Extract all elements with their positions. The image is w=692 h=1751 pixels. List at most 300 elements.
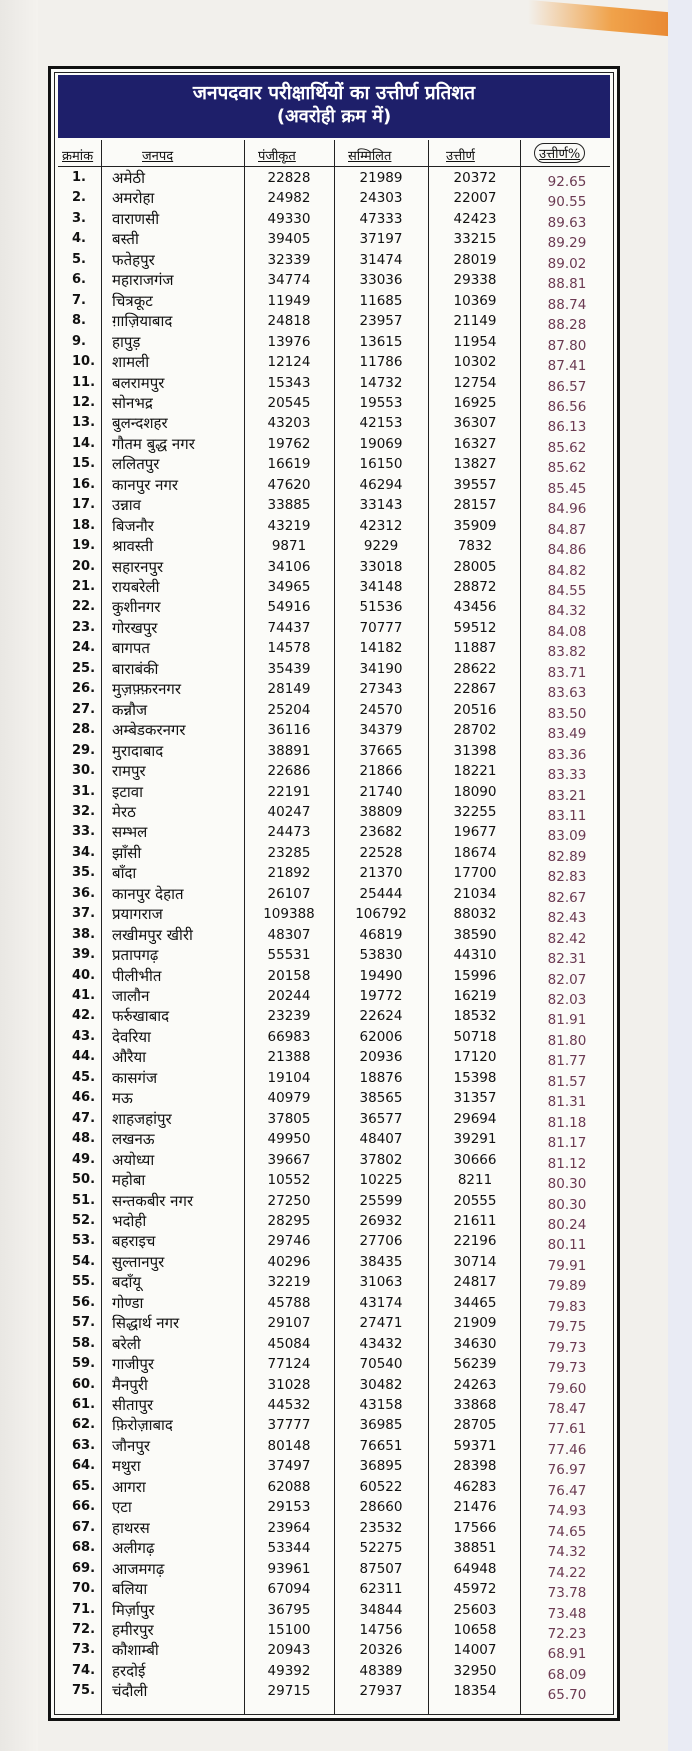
row-district: अयोध्या	[112, 1150, 155, 1169]
row-district: मेरठ	[112, 802, 136, 821]
row-percent: 68.09	[547, 1666, 587, 1683]
table-row	[58, 1456, 610, 1479]
row-percent: 81.31	[547, 1094, 587, 1111]
row-sn: 20.	[72, 558, 96, 574]
row-passed: 18090	[453, 783, 497, 800]
row-percent: 88.81	[547, 276, 587, 293]
row-district: कानपुर देहात	[112, 884, 184, 903]
row-sn: 8.	[72, 313, 86, 329]
row-district: गौतम बुद्ध नगर	[112, 434, 195, 453]
row-appeared: 11685	[359, 292, 403, 309]
row-sn: 12.	[72, 394, 96, 410]
header-appeared: सम्मिलित	[348, 149, 392, 164]
table-row	[58, 1129, 610, 1152]
row-registered: 19762	[267, 435, 311, 452]
row-passed: 31357	[453, 1090, 497, 1107]
row-passed: 28019	[453, 251, 497, 268]
row-passed: 24263	[453, 1376, 497, 1393]
row-sn: 31.	[72, 783, 96, 799]
row-appeared: 70777	[359, 619, 403, 636]
row-registered: 28149	[267, 681, 311, 698]
row-sn: 23.	[72, 619, 96, 635]
row-percent: 74.22	[547, 1564, 587, 1581]
row-passed: 18354	[453, 1683, 497, 1700]
row-percent: 83.09	[547, 828, 587, 845]
row-sn: 70.	[72, 1581, 96, 1597]
row-registered: 29715	[267, 1683, 311, 1700]
table-row	[58, 1518, 610, 1538]
row-registered: 25204	[267, 701, 311, 718]
table-row	[58, 1068, 610, 1088]
row-passed: 45972	[453, 1581, 497, 1598]
row-district: औरैया	[112, 1048, 147, 1067]
row-registered: 20244	[267, 988, 311, 1004]
table-row	[58, 700, 610, 720]
row-appeared: 16150	[359, 456, 403, 473]
row-percent: 82.07	[547, 971, 587, 988]
row-appeared: 38435	[359, 1253, 403, 1270]
row-appeared: 34844	[359, 1601, 403, 1618]
row-passed: 59512	[453, 619, 497, 636]
row-district: जौनपुर	[112, 1436, 150, 1455]
row-registered: 40247	[267, 803, 311, 820]
table-row	[58, 1293, 610, 1313]
table-row	[58, 1497, 610, 1520]
orange-decorative-strip	[528, 0, 668, 36]
row-passed: 39557	[453, 476, 497, 493]
row-passed: 11887	[453, 640, 497, 657]
row-appeared: 23682	[359, 824, 403, 841]
row-registered: 35439	[267, 660, 311, 677]
row-sn: 9.	[72, 333, 86, 349]
row-appeared: 27471	[359, 1315, 403, 1332]
table-row	[58, 454, 610, 477]
row-appeared: 14756	[359, 1621, 403, 1638]
row-appeared: 38565	[359, 1090, 403, 1107]
row-passed: 17700	[453, 865, 497, 882]
row-sn: 10.	[72, 354, 96, 370]
row-registered: 62088	[267, 1478, 311, 1495]
table-row	[58, 1191, 610, 1211]
row-percent: 86.57	[547, 378, 587, 395]
row-sn: 57.	[72, 1315, 96, 1331]
row-percent: 74.32	[547, 1544, 587, 1561]
row-district: हाथरस	[112, 1518, 150, 1537]
table-row	[58, 1211, 610, 1231]
row-registered: 39405	[267, 231, 311, 248]
row-passed: 15398	[453, 1069, 497, 1086]
row-sn: 66.	[72, 1499, 96, 1515]
table-row	[58, 1620, 610, 1640]
row-percent: 83.82	[547, 644, 587, 661]
table-row	[58, 782, 610, 802]
row-passed: 22196	[453, 1233, 497, 1250]
row-percent: 73.48	[547, 1605, 587, 1622]
row-sn: 68.	[72, 1540, 96, 1556]
row-passed: 34630	[453, 1335, 497, 1352]
row-sn: 16.	[72, 476, 96, 492]
row-percent: 87.41	[547, 358, 587, 375]
row-sn: 1.	[72, 170, 86, 185]
row-registered: 37805	[267, 1110, 311, 1127]
row-district: फर्रुखाबाद	[112, 1007, 170, 1026]
row-passed: 32255	[453, 803, 497, 820]
row-district: शाहजहांपुर	[112, 1109, 172, 1128]
row-registered: 45788	[267, 1294, 311, 1311]
row-registered: 26107	[267, 885, 311, 902]
row-district: बस्ती	[112, 230, 139, 249]
row-percent: 90.55	[547, 194, 587, 211]
table-row	[58, 1579, 610, 1602]
row-district: एटा	[112, 1498, 132, 1517]
row-passed: 21034	[453, 885, 497, 902]
row-registered: 40979	[267, 1090, 311, 1107]
row-percent: 81.77	[547, 1053, 587, 1070]
row-appeared: 20326	[359, 1642, 403, 1659]
table-title	[58, 75, 610, 138]
row-sn: 36.	[72, 885, 96, 901]
row-appeared: 34190	[359, 660, 403, 677]
row-registered: 40296	[267, 1253, 311, 1270]
row-sn: 58.	[72, 1335, 96, 1351]
table-row	[58, 188, 610, 211]
row-passed: 22007	[453, 190, 497, 207]
row-percent: 82.31	[547, 951, 587, 968]
table-row	[58, 1252, 610, 1272]
row-sn: 74.	[72, 1662, 96, 1678]
row-registered: 34106	[267, 558, 311, 575]
row-district: श्रावस्ती	[112, 537, 154, 556]
row-sn: 50.	[72, 1172, 96, 1188]
row-appeared: 36895	[359, 1458, 403, 1475]
row-registered: 36795	[267, 1601, 311, 1618]
row-appeared: 31063	[359, 1274, 403, 1291]
row-sn: 43.	[72, 1028, 96, 1044]
row-passed: 39291	[453, 1131, 497, 1148]
title-line-1: जनपदवार परीक्षार्थियों का उत्तीर्ण प्रतिशत	[192, 82, 476, 104]
row-percent: 82.83	[547, 869, 587, 886]
row-appeared: 34379	[359, 722, 403, 739]
table-row	[58, 1027, 610, 1047]
table-row	[58, 1559, 610, 1579]
row-registered: 49330	[267, 210, 311, 227]
row-registered: 23285	[267, 844, 311, 861]
row-appeared: 27706	[359, 1233, 403, 1250]
row-registered: 34965	[267, 579, 311, 595]
row-passed: 16219	[453, 988, 497, 1004]
row-district: प्रतापगढ़	[112, 946, 159, 965]
row-district: फ़िरोज़ाबाद	[112, 1416, 173, 1435]
row-sn: 4.	[72, 231, 86, 247]
row-percent: 83.71	[547, 664, 587, 681]
row-passed: 18532	[453, 1008, 497, 1025]
row-appeared: 30482	[359, 1376, 403, 1393]
table-row	[58, 1334, 610, 1354]
row-appeared: 37197	[359, 231, 403, 248]
row-sn: 26.	[72, 681, 96, 697]
row-percent: 84.08	[547, 623, 587, 640]
row-district: मथुरा	[112, 1457, 141, 1476]
row-passed: 29338	[453, 272, 497, 289]
row-district: वाराणसी	[112, 209, 160, 228]
row-percent: 81.91	[547, 1012, 587, 1029]
row-percent: 84.32	[547, 603, 587, 620]
row-registered: 43219	[267, 517, 311, 534]
row-percent: 88.28	[547, 317, 587, 334]
table-row	[58, 495, 610, 518]
header-district: जनपद	[142, 149, 174, 164]
row-district: हापुड़	[112, 332, 141, 351]
row-passed: 7832	[457, 538, 493, 555]
row-percent: 82.43	[547, 910, 587, 927]
table-row	[58, 1150, 610, 1170]
row-passed: 17120	[453, 1049, 497, 1066]
row-percent: 82.42	[547, 930, 587, 947]
table-row	[58, 1088, 610, 1111]
table-row	[58, 1681, 610, 1704]
row-appeared: 43432	[359, 1335, 403, 1352]
table-header-row	[58, 140, 610, 167]
table-row	[58, 1109, 610, 1129]
row-district: बदाँयू	[112, 1273, 142, 1292]
row-sn: 44.	[72, 1049, 96, 1065]
row-percent: 81.80	[547, 1032, 587, 1049]
row-registered: 36116	[267, 722, 311, 739]
row-passed: 28005	[453, 558, 497, 575]
row-sn: 28.	[72, 722, 96, 738]
row-percent: 85.62	[547, 439, 587, 456]
row-sn: 6.	[72, 272, 86, 288]
row-percent: 84.86	[547, 542, 587, 559]
row-district: चंदौली	[112, 1682, 148, 1701]
row-sn: 62.	[72, 1417, 96, 1433]
row-registered: 22191	[267, 783, 311, 800]
row-registered: 29746	[267, 1233, 311, 1250]
table-row	[58, 311, 610, 334]
row-district: बाराबंकी	[112, 659, 159, 678]
row-sn: 25.	[72, 660, 96, 676]
row-passed: 20372	[453, 170, 497, 186]
row-sn: 54.	[72, 1253, 96, 1269]
table-row	[58, 209, 610, 229]
row-percent: 86.56	[547, 398, 587, 415]
row-appeared: 19069	[359, 435, 403, 452]
row-passed: 28705	[453, 1417, 497, 1434]
row-passed: 14007	[453, 1642, 497, 1659]
table-row	[58, 741, 610, 761]
table-row	[58, 1047, 610, 1070]
row-district: फतेहपुर	[112, 250, 155, 269]
row-percent: 79.73	[547, 1339, 587, 1356]
header-percent: उत्तीर्ण%	[534, 143, 585, 163]
row-registered: 74437	[267, 619, 311, 636]
row-passed: 12754	[453, 374, 497, 391]
row-sn: 73.	[72, 1642, 96, 1658]
row-percent: 80.30	[547, 1176, 587, 1193]
table-row	[58, 270, 610, 293]
row-sn: 59.	[72, 1356, 96, 1372]
row-appeared: 42153	[359, 415, 403, 432]
row-passed: 25603	[453, 1601, 497, 1618]
row-appeared: 14182	[359, 640, 403, 657]
row-appeared: 13615	[359, 333, 403, 350]
row-percent: 82.67	[547, 889, 587, 906]
row-district: ग़ाज़ियाबाद	[112, 312, 173, 331]
row-appeared: 53830	[359, 947, 403, 964]
row-appeared: 47333	[359, 210, 403, 227]
row-passed: 30666	[453, 1151, 497, 1168]
row-percent: 83.21	[547, 787, 587, 804]
row-passed: 24817	[453, 1274, 497, 1291]
row-district: कानपुर नगर	[112, 475, 179, 494]
row-district: हरदोई	[112, 1661, 146, 1680]
row-percent: 83.36	[547, 746, 587, 763]
table-row	[58, 720, 610, 743]
row-appeared: 42312	[359, 517, 403, 534]
row-percent: 84.96	[547, 501, 587, 518]
row-percent: 87.80	[547, 337, 587, 354]
table-row	[58, 250, 610, 270]
row-registered: 24473	[267, 824, 311, 841]
row-percent: 89.29	[547, 235, 587, 252]
row-percent: 80.11	[547, 1237, 587, 1254]
row-registered: 22686	[267, 763, 311, 780]
row-passed: 34465	[453, 1294, 497, 1311]
row-district: मुज़फ़्फ़रनगर	[112, 680, 182, 699]
row-passed: 16925	[453, 394, 497, 411]
row-district: सुल्तानपुर	[112, 1252, 165, 1271]
table-row	[58, 1170, 610, 1193]
row-passed: 28702	[453, 722, 497, 739]
row-passed: 11954	[453, 333, 497, 350]
row-passed: 59371	[453, 1437, 497, 1454]
row-appeared: 19553	[359, 394, 403, 411]
row-passed: 56239	[453, 1356, 497, 1373]
row-district: बरेली	[112, 1334, 141, 1353]
table-row	[58, 884, 610, 904]
row-sn: 7.	[72, 292, 86, 308]
row-appeared: 60522	[359, 1478, 403, 1495]
row-district: भदोही	[112, 1211, 147, 1230]
row-sn: 15.	[72, 456, 96, 472]
row-sn: 33.	[72, 824, 96, 840]
row-district: आगरा	[112, 1477, 146, 1496]
table-row	[58, 1415, 610, 1438]
row-passed: 22867	[453, 681, 497, 698]
row-registered: 38891	[267, 742, 311, 759]
row-percent: 79.60	[547, 1380, 587, 1397]
row-passed: 18674	[453, 844, 497, 861]
row-percent: 82.03	[547, 992, 587, 1008]
row-registered: 93961	[267, 1560, 311, 1577]
row-appeared: 48407	[359, 1131, 403, 1148]
row-appeared: 51536	[359, 599, 403, 616]
row-percent: 84.87	[547, 521, 587, 538]
row-percent: 89.02	[547, 255, 587, 272]
row-appeared: 21866	[359, 763, 403, 780]
row-district: अमरोहा	[112, 189, 155, 208]
row-district: मुरादाबाद	[112, 741, 164, 760]
row-appeared: 31474	[359, 251, 403, 268]
row-percent: 89.63	[547, 214, 587, 231]
row-district: ललितपुर	[112, 455, 160, 474]
row-passed: 38590	[453, 926, 497, 943]
row-passed: 13827	[453, 456, 497, 473]
row-appeared: 46294	[359, 476, 403, 493]
table-row	[58, 1538, 610, 1561]
row-registered: 53344	[267, 1540, 311, 1557]
row-appeared: 62006	[359, 1028, 403, 1045]
table-row	[58, 1640, 610, 1663]
row-registered: 20545	[267, 394, 311, 411]
row-passed: 33215	[453, 231, 497, 248]
row-registered: 20158	[267, 967, 311, 984]
row-sn: 45.	[72, 1069, 96, 1085]
row-registered: 15100	[267, 1621, 311, 1638]
row-district: महोबा	[112, 1171, 146, 1190]
row-passed: 35909	[453, 517, 497, 534]
row-appeared: 21370	[359, 865, 403, 882]
table-row	[58, 761, 610, 784]
row-percent: 92.65	[547, 174, 587, 190]
table-row	[58, 1313, 610, 1336]
row-registered: 54916	[267, 599, 311, 616]
row-appeared: 10225	[359, 1172, 403, 1189]
row-sn: 72.	[72, 1621, 96, 1637]
row-passed: 32950	[453, 1662, 497, 1679]
row-appeared: 33018	[359, 558, 403, 575]
row-appeared: 22624	[359, 1008, 403, 1025]
table-row	[58, 1272, 610, 1295]
row-district: रामपुर	[112, 762, 146, 781]
row-district: पीलीभीत	[112, 966, 162, 985]
row-appeared: 43174	[359, 1294, 403, 1311]
row-registered: 29107	[267, 1315, 311, 1332]
row-appeared: 43158	[359, 1397, 403, 1413]
row-percent: 81.57	[547, 1073, 587, 1090]
row-appeared: 28660	[359, 1499, 403, 1516]
table-row	[58, 332, 610, 352]
row-appeared: 37802	[359, 1151, 403, 1168]
row-sn: 40.	[72, 967, 96, 983]
row-percent: 77.61	[547, 1421, 587, 1438]
row-appeared: 46819	[359, 926, 403, 943]
row-registered: 29153	[267, 1499, 311, 1516]
row-appeared: 76651	[359, 1437, 403, 1454]
row-sn: 53.	[72, 1233, 96, 1249]
row-district: सीतापुर	[112, 1396, 154, 1414]
row-district: इटावा	[112, 782, 144, 801]
row-appeared: 33036	[359, 272, 403, 289]
page-margin	[0, 0, 38, 1751]
row-passed: 21611	[453, 1212, 497, 1229]
row-passed: 20516	[453, 701, 497, 718]
row-passed: 8211	[457, 1172, 493, 1189]
row-district: अम्बेडकरनगर	[112, 721, 186, 740]
row-district: झाँसी	[112, 843, 142, 862]
row-percent: 81.17	[547, 1135, 587, 1152]
table-row	[58, 966, 610, 986]
table-row	[58, 168, 610, 188]
row-sn: 38.	[72, 926, 96, 942]
page-edge-band	[668, 0, 692, 1751]
row-registered: 49392	[267, 1662, 311, 1679]
table-row	[58, 291, 610, 311]
row-appeared: 23957	[359, 313, 403, 330]
row-appeared: 48389	[359, 1662, 403, 1679]
row-district: शामली	[112, 353, 150, 372]
row-appeared: 38809	[359, 803, 403, 820]
